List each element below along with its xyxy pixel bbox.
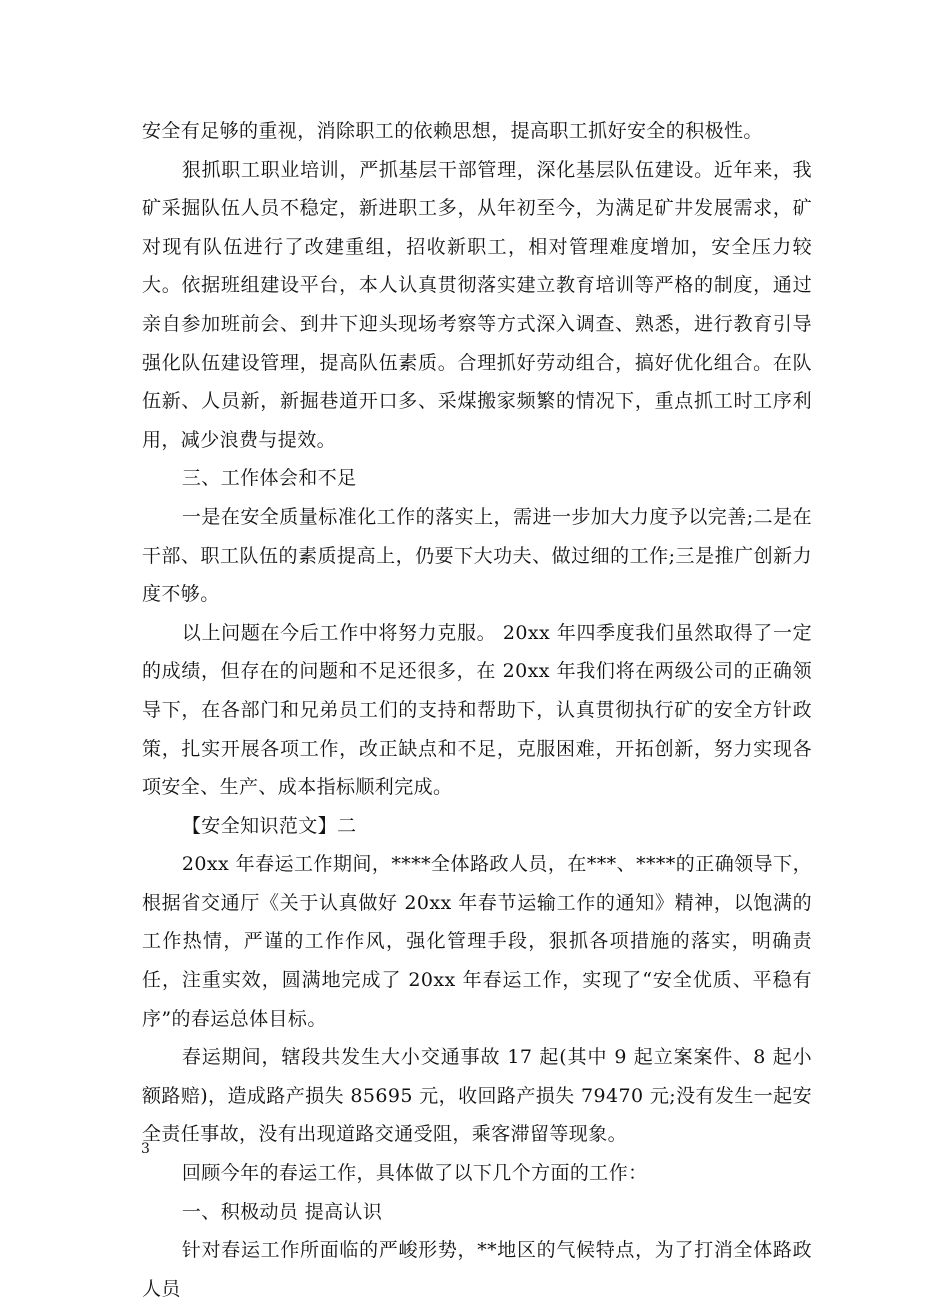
sample-heading: 【安全知识范文】二 — [181, 814, 357, 837]
paragraph-training: 狠抓职工职业培训，严抓基层干部管理，深化基层队伍建设。近年来，我矿采掘队伍人员不稳定，新进职工多，从年初至今，为满足矿井发展需求，矿对现有队伍进行了改建重组，招收新职工，相对管理难度增加，安全压力较大。依据班组建设平台，本人认真贯彻落实建立教育培训等严格的制度，通过亲自参加班前会、到井下迎头现场考察等方式深入调查、熟悉，进行教育引导强化队伍建设管理，提高队伍素质。合理抓好劳动组合，搞好优化组合。在队伍新、人员新，新掘巷道开口多、采煤搬家频繁的情况下，重点抓工时工序利用，减少浪费与提效。 — [142, 158, 812, 451]
section-heading-experience: 三、工作体会和不足 — [181, 467, 357, 490]
section-heading-mobilize: 一、积极动员 提高认识 — [181, 1200, 383, 1223]
page-number: 3 — [141, 1141, 150, 1157]
paragraph-continuation: 安全有足够的重视，消除职工的依赖思想，提高职工抓好安全的积极性。 — [142, 120, 763, 142]
paragraph-shortcomings: 一是在安全质量标准化工作的落实上，需进一步加大力度予以完善;二是在干部、职工队伍的素质提高上，仍要下大功夫、做过细的工作;三是推广创新力度不够。 — [142, 505, 812, 606]
paragraph-review: 回顾今年的春运工作，具体做了以下几个方面的工作： — [181, 1162, 648, 1185]
paragraph-accident-stats: 春运期间，辖段共发生大小交通事故 17 起(其中 9 起立案案件、8 起小额路赔)，造成路产损失 85695 元，收回路产损失 79470 元;没有发生一起安全责任事故，没有出现道路交通受阻，乘客滞留等现象。 — [142, 1046, 812, 1146]
paragraph-trailing: 针对春运工作所面临的严峻形势，**地区的气候特点，为了打消全体路政人员 — [142, 1239, 812, 1300]
document-body — [142, 112, 812, 1308]
paragraph-conclusion: 以上问题在今后工作中将努力克服。 20xx 年四季度我们虽然取得了一定的成绩，但存在的问题和不足还很多，在 20xx 年我们将在两级公司的正确领导下，在各部门和兄弟员工们的支持和帮助下，认真贯彻执行矿的安全方针政策，扎实开展各项工作，改正缺点和不足，克服困难，开拓创新，努力实现各项安全、生产、成本指标顺利完成。 — [142, 621, 812, 799]
paragraph-spring-transport: 20xx 年春运工作期间，****全体路政人员，在***、****的正确领导下，根据省交通厅《关于认真做好 20xx 年春节运输工作的通知》精神，以饱满的工作热情，严谨的工作作风，强化管理手段，狠抓各项措施的落实，明确责任，注重实效，圆满地完成了 20xx 年春运工作，实现了“安全优质、平稳有序”的春运总体目标。 — [142, 853, 812, 1030]
